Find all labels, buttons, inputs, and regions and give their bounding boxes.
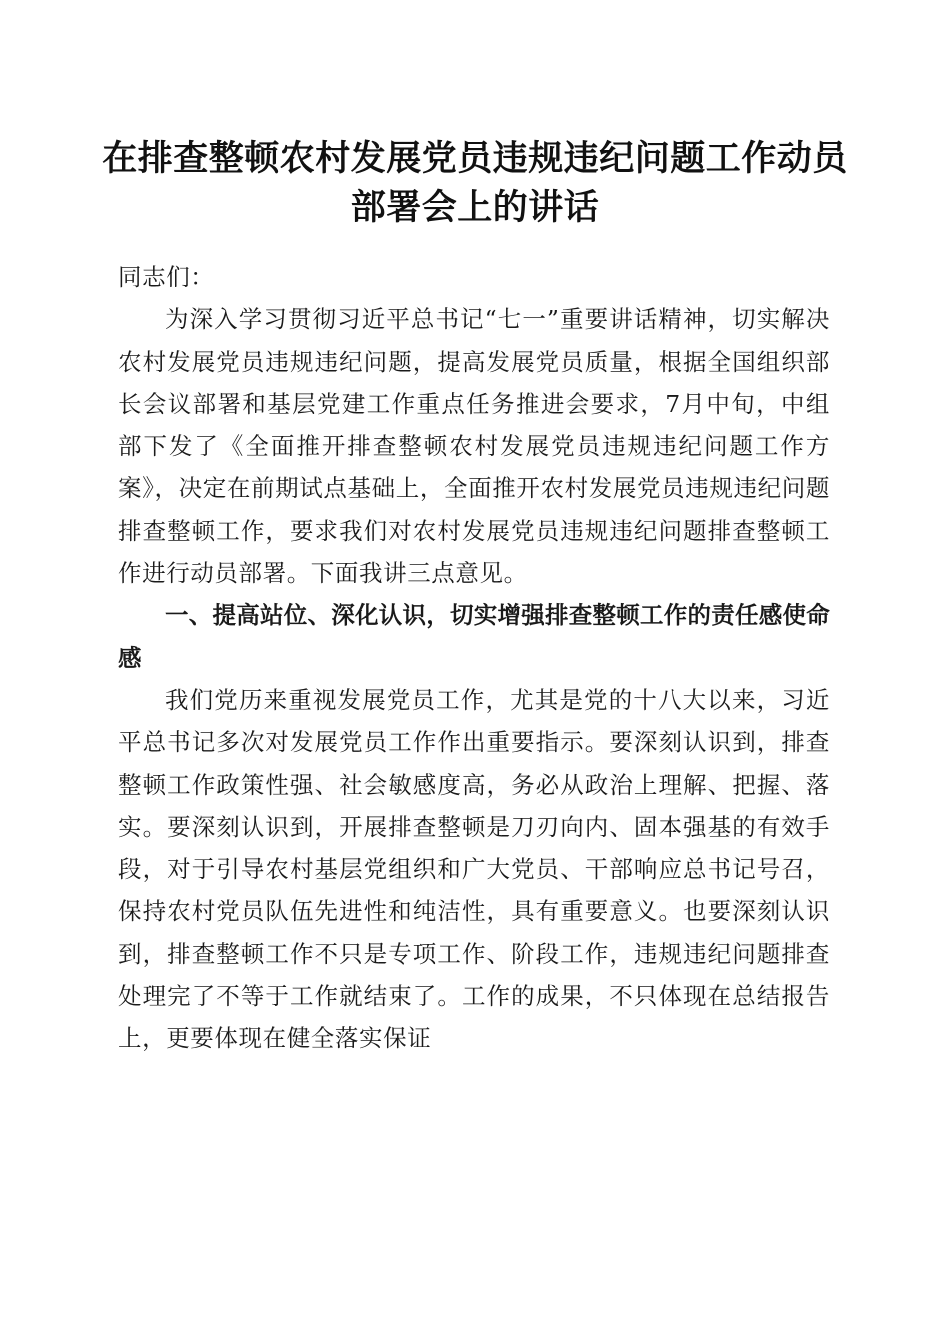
section-1-paragraph: 我们党历来重视发展党员工作，尤其是党的十八大以来，习近平总书记多次对发展党员工作作出重要指示。要深刻认识到，排查整顿工作政策性强、社会敏感度高，务必从政治上理解、把握、落实。要深刻认识到，开展排查整顿是刀刃向内、固本强基的有效手段，对于引导农村基层党组织和广大党员、干部响应总书记号召，保持农村党员队伍先进性和纯洁性，具有重要意义。也要深刻认识到，排查整顿工作不只是专项工作、阶段工作，违规违纪问题排查处理完了不等于工作就结束了。工作的成果，不只体现在总结报告上，更要体现在健全落实保证: [118, 685, 830, 1053]
intro-paragraph: 为深入学习贯彻习近平总书记“七一”重要讲话精神，切实解决农村发展党员违规违纪问题，提高发展党员质量，根据全国组织部长会议部署和基层党建工作重点任务推进会要求，7月中旬，中组部下发了《全面推开排查整顿农村发展党员违规违纪问题工作方案》，决定在前期试点基础上，全面推开农村发展党员违规违纪问题排查整顿工作，要求我们对农村发展党员违规违纪问题排查整顿工作进行动员部署。下面我讲三点意见。: [118, 305, 830, 588]
document-title: 在排查整顿农村发展党员违规违纪问题工作动员部署会上的讲话: [102, 138, 848, 228]
section-heading-1: 一、提高站位、深化认识，切实增强排查整顿工作的责任感使命感: [118, 601, 830, 672]
salutation: 同志们：: [118, 263, 215, 291]
document-body: [118, 256, 830, 1060]
